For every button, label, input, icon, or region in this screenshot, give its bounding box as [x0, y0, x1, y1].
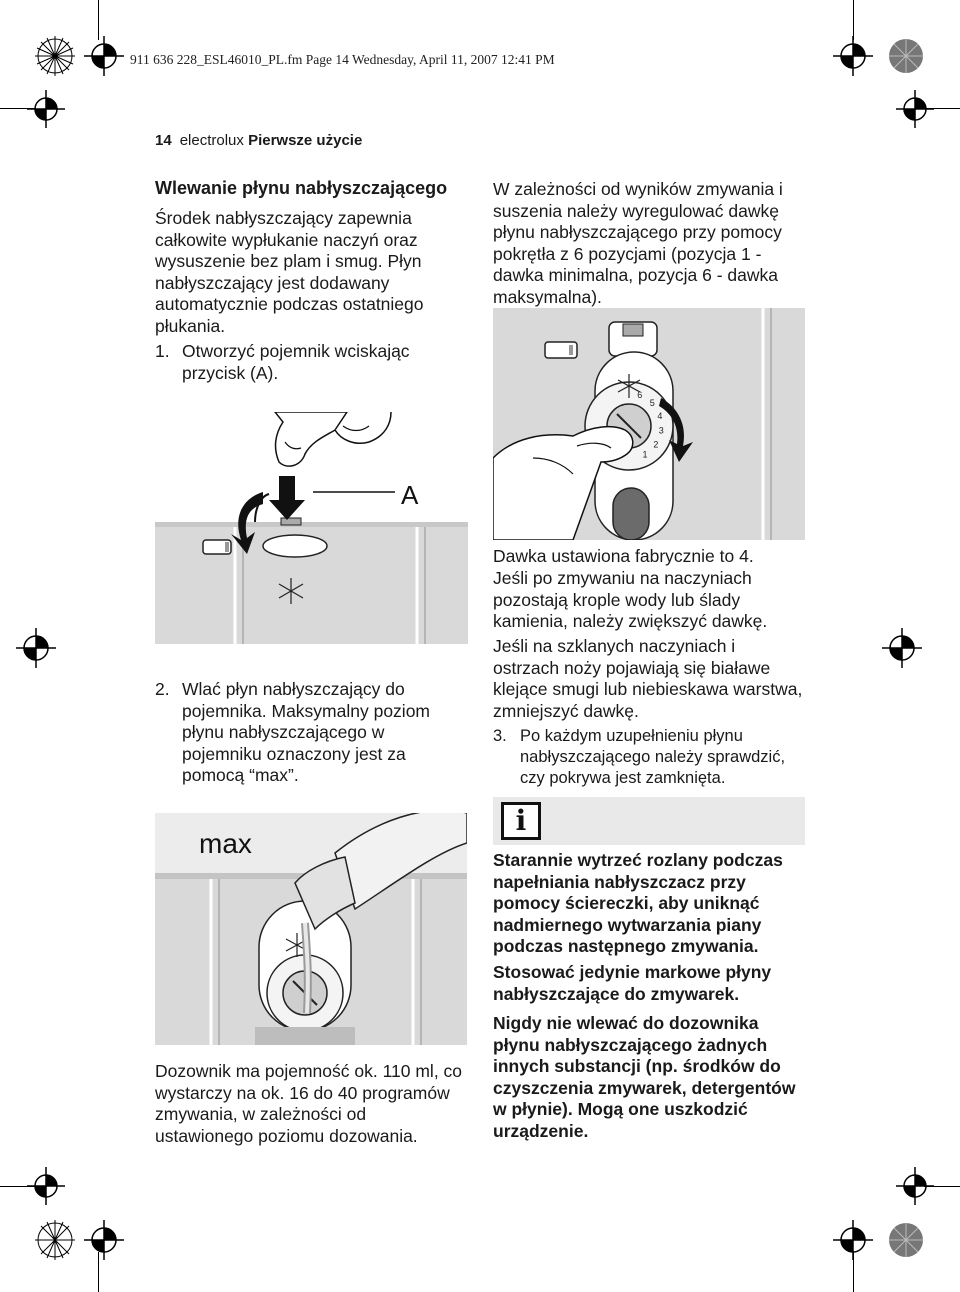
dial-number: 3	[658, 425, 664, 436]
registration-mark-icon	[33, 1218, 77, 1262]
registration-mark-icon	[895, 89, 935, 129]
info-icon	[501, 802, 541, 840]
dial-number: 5	[649, 398, 655, 409]
step-1	[155, 341, 455, 384]
registration-mark-icon	[82, 1218, 126, 1262]
registration-mark-icon	[14, 626, 58, 670]
warning-spill: Starannie wytrzeć rozlany podczas napełniania nabłyszczacz przy pomocy ściereczki, aby uniknąć nadmiernego wytwarzania piany podczas następnego zmywania.	[493, 850, 783, 956]
dial-number: 6	[637, 390, 643, 400]
warning-no-other-substances: Nigdy nie wlewać do dozownika płynu nabłyszczającego żadnych innych substancji (np. środków do czyszczenia zmywarek, detergentów w płynie). Mogą one uszkodzić urządzenie.	[493, 1013, 796, 1141]
info-icon-glyph: i	[515, 804, 527, 837]
advice-increase: Jeśli po zmywaniu na naczyniach pozostają krople wody lub ślady kamienia, należy zwiększyć dawkę.	[493, 568, 768, 631]
step-text: Wlać płyn nabłyszczający do pojemnika. Maksymalny poziom płynu nabłyszczającego w pojemniku oznaczony jest za pomocą “max”.	[182, 679, 431, 785]
brand-name: electrolux	[179, 132, 244, 149]
registration-mark-icon	[33, 34, 77, 78]
registration-mark-icon	[82, 34, 126, 78]
page-number: 14	[155, 132, 172, 149]
warning-brand-only: Stosować jedynie markowe płyny nabłyszczające do zmywarek.	[493, 962, 772, 1004]
registration-mark-icon	[880, 626, 924, 670]
step-number: 3.	[493, 727, 507, 745]
step-number: 1.	[155, 341, 170, 361]
step-number: 2.	[155, 679, 170, 699]
step-2	[155, 679, 455, 787]
figure-dosage-dial	[493, 308, 805, 540]
running-head	[155, 132, 362, 149]
dial-number: 4	[657, 410, 663, 421]
step-3	[493, 726, 813, 789]
figure-max-level	[155, 813, 467, 1045]
factory-setting: Dawka ustawiona fabrycznie to 4.	[493, 546, 754, 566]
section-name: Pierwsze użycie	[248, 132, 363, 149]
label-max: max	[199, 828, 252, 859]
section-title: Wlewanie płynu nabłyszczającego	[155, 178, 448, 198]
registration-mark-icon	[26, 1166, 66, 1206]
registration-mark-icon	[884, 34, 928, 78]
registration-mark-icon	[831, 34, 875, 78]
dial-number: 2	[653, 439, 659, 450]
advice-decrease: Jeśli na szklanych naczyniach i ostrzach noży pojawiają się białawe klejące smugi lub niebieskawa warstwa, zmniejszyć dawkę.	[493, 636, 803, 721]
registration-mark-icon	[884, 1218, 928, 1262]
step-text: Otworzyć pojemnik wciskając przycisk (A).	[182, 341, 410, 383]
registration-mark-icon	[831, 1218, 875, 1262]
step-text: Po każdym uzupełnieniu płynu nabłyszczającego należy sprawdzić, czy pokrywa jest zamknięta.	[520, 727, 786, 787]
label-a: A	[401, 480, 419, 510]
regulation-paragraph: W zależności od wyników zmywania i suszenia należy wyregulować dawkę płynu nabłyszczającego przy pomocy pokrętła z 6 pozycjami (pozycja 1 - dawka minimalna, pozycja 6 - dawka maksymalna).	[493, 179, 783, 307]
registration-mark-icon	[26, 89, 66, 129]
capacity-note: Dozownik ma pojemność ok. 110 ml, co wystarczy na ok. 16 do 40 programów zmywania, w zależności od ustawionego poziomu dozowania.	[155, 1061, 463, 1146]
registration-mark-icon	[895, 1166, 935, 1206]
file-header: 911 636 228_ESL46010_PL.fm Page 14 Wednesday, April 11, 2007 12:41 PM	[130, 52, 555, 67]
intro-paragraph: Środek nabłyszczający zapewnia całkowite wypłukanie naczyń oraz wysuszenie bez plam i smug. Płyn nabłyszczający jest dodawany automatycznie podczas ostatniego płukania.	[155, 208, 424, 336]
dial-number: 1	[642, 449, 648, 460]
figure-press-button-a	[155, 412, 468, 644]
